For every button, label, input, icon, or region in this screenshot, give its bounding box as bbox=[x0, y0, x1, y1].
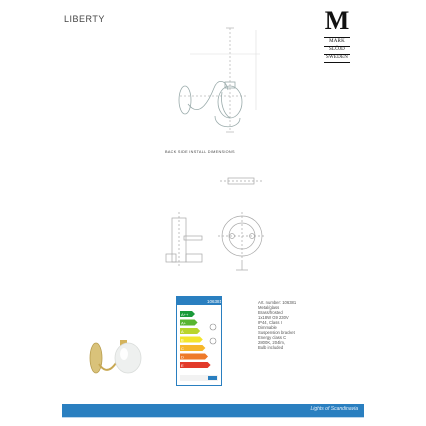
product-title: LIBERTY bbox=[64, 14, 105, 24]
energy-class-bar bbox=[180, 362, 211, 368]
product-photo bbox=[86, 318, 150, 388]
energy-label bbox=[176, 296, 222, 386]
spec-line: Dimmable bbox=[258, 325, 277, 330]
logo-word-3: SWEDEN bbox=[325, 55, 349, 60]
spec-line: Brass/frosted bbox=[258, 310, 283, 315]
energy-code-label: 106381 bbox=[207, 299, 221, 304]
footer-bar bbox=[62, 404, 364, 417]
energy-class-label: A++ bbox=[181, 311, 189, 317]
logo-letter: M bbox=[324, 6, 350, 35]
specifications-list bbox=[258, 300, 338, 350]
energy-class-label: B bbox=[181, 337, 184, 343]
energy-class-label: A+ bbox=[181, 320, 187, 326]
spec-line: 1x18W G9 230V bbox=[258, 315, 289, 320]
energy-class-bar bbox=[180, 354, 208, 360]
spec-line: Art. number: 106381 bbox=[258, 300, 297, 305]
energy-class-label: D bbox=[181, 354, 184, 360]
energy-class-label: C bbox=[181, 345, 184, 351]
spec-line: Suspension bracket bbox=[258, 330, 295, 335]
footer-tagline: Lights of Scandinavia bbox=[310, 406, 358, 412]
logo-word-2: SLÖJD bbox=[328, 47, 345, 52]
spec-line: 2800K, 204lm, bbox=[258, 340, 286, 345]
logo-word-1: MARK bbox=[329, 39, 345, 44]
drawing-caption: BACK SIDE INSTALL DIMENSIONS bbox=[165, 150, 235, 154]
spec-line: Energy class C bbox=[258, 335, 287, 340]
brand-logo bbox=[321, 6, 353, 64]
lamp-side-drawing bbox=[160, 20, 280, 140]
footer-divider bbox=[62, 417, 364, 418]
energy-label-graphic bbox=[177, 297, 221, 385]
install-dimensions-drawing bbox=[150, 168, 290, 278]
energy-class-label: E bbox=[181, 362, 184, 368]
spec-line: Metal/glass bbox=[258, 305, 280, 310]
spec-line: IP44, Class I bbox=[258, 320, 282, 325]
energy-class-label: A bbox=[181, 328, 184, 334]
spec-line: Bulb included bbox=[258, 345, 284, 350]
